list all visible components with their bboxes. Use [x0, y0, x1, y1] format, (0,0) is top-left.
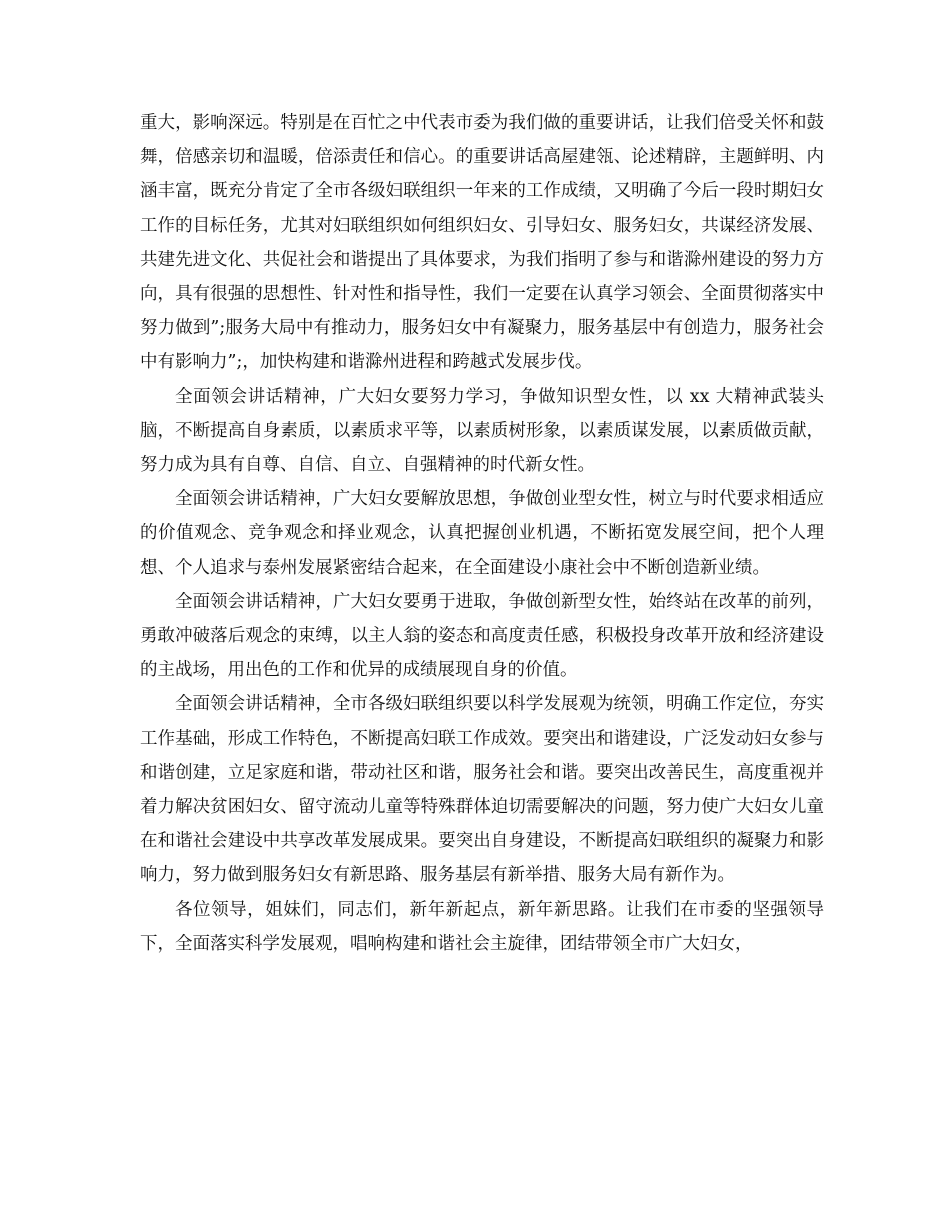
paragraph-3: 全面领会讲话精神，广大妇女要解放思想，争做创业型女性，树立与时代要求相适应的价值观念、竞争观念和择业观念，认真把握创业机遇，不断拓宽发展空间，把个人理想、个人追求与泰州发展紧密结合起来，在全面建设小康社会中不断创造新业绩。 [140, 489, 824, 578]
document-page [140, 106, 824, 961]
paragraph-2: 全面领会讲话精神，广大妇女要努力学习，争做知识型女性，以 xx 大精神武装头脑，不断提高自身素质，以素质求平等，以素质树形象，以素质谋发展，以素质做贡献，努力成为具有自尊、自信、自立、自强精神的时代新女性。 [140, 386, 824, 476]
paragraph-4: 全面领会讲话精神，广大妇女要勇于进取，争做创新型女性，始终站在改革的前列，勇敢冲破落后观念的束缚，以主人翁的姿态和高度责任感，积极投身改革开放和经济建设的主战场，用出色的工作和优异的成绩展现自身的价值。 [140, 591, 824, 681]
paragraph-1: 重大，影响深远。特别是在百忙之中代表市委为我们做的重要讲话，让我们倍受关怀和鼓舞，倍感亲切和温暖，倍添责任和信心。的重要讲话高屋建瓴、论述精辟，主题鲜明、内涵丰富，既充分肯定了全市各级妇联组织一年来的工作成绩，又明确了今后一段时期妇女工作的目标任务，尤其对妇联组织如何组织妇女、引导妇女、服务妇女，共谋经济发展、共建先进文化、共促社会和谐提出了具体要求，为我们指明了参与和谐滁州建设的努力方向，具有很强的思想性、针对性和指导性，我们一定要在认真学习领会、全面贯彻落实中努力做到”;服务大局中有推动力，服务妇女中有凝聚力，服务基层中有创造力，服务社会中有影响力”;，加快构建和谐滁州进程和跨越式发展步伐。 [140, 113, 824, 373]
paragraph-6: 各位领导，姐妹们，同志们，新年新起点，新年新思路。让我们在市委的坚强领导下，全面落实科学发展观，唱响构建和谐社会主旋律，团结带领全市广大妇女， [140, 899, 824, 954]
paragraph-5: 全面领会讲话精神，全市各级妇联组织要以科学发展观为统领，明确工作定位，夯实工作基础，形成工作特色，不断提高妇联工作成效。要突出和谐建设，广泛发动妇女参与和谐创建，立足家庭和谐，带动社区和谐，服务社会和谐。要突出改善民生，高度重视并着力解决贫困妇女、留守流动儿童等特殊群体迫切需要解决的问题，努力使广大妇女儿童在和谐社会建设中共享改革发展成果。要突出自身建设，不断提高妇联组织的凝聚力和影响力，努力做到服务妇女有新思路、服务基层有新举措、服务大局有新作为。 [140, 694, 824, 886]
